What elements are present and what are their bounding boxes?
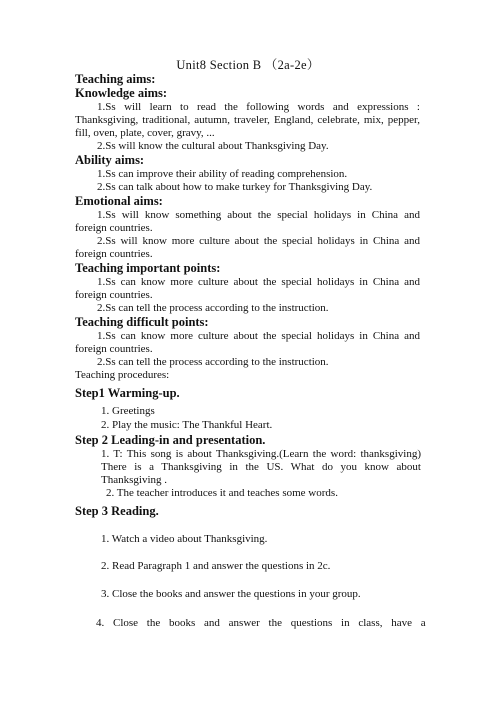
- important-point-2: 2.Ss can tell the process according to the instruction.: [97, 302, 329, 314]
- step1-heading: Step1 Warming-up.: [75, 386, 180, 400]
- ability-aims-heading: Ability aims:: [75, 153, 145, 167]
- step3-item-3: 3. Close the books and answer the questions in your group.: [101, 588, 361, 600]
- knowledge-aims-heading: Knowledge aims:: [75, 86, 168, 100]
- important-point-1: 1.Ss can know more culture about the special holidays in China and foreign countries.: [75, 276, 420, 301]
- step2-item-2: 2. The teacher introduces it and teaches some words.: [106, 487, 338, 499]
- ability-aim-2: 2.Ss can talk about how to make turkey for Thanksgiving Day.: [97, 181, 373, 193]
- teaching-procedures-label: Teaching procedures:: [75, 369, 170, 381]
- step3-heading: Step 3 Reading.: [75, 504, 159, 518]
- emotional-aim-2: 2.Ss will know more culture about the special holidays in China and foreign countries.: [75, 235, 420, 260]
- emotional-aim-1: 1.Ss will know something about the special holidays in China and foreign countries.: [75, 209, 420, 234]
- emotional-aims-heading: Emotional aims:: [75, 194, 163, 208]
- step2-heading: Step 2 Leading-in and presentation.: [75, 433, 266, 447]
- step1-item-1: 1. Greetings: [101, 405, 155, 417]
- difficult-point-1: 1.Ss can know more culture about the special holidays in China and foreign countries.: [75, 330, 420, 355]
- teaching-aims-heading: Teaching aims:: [75, 72, 156, 86]
- knowledge-aim-2: 2.Ss will know the cultural about Thanksgiving Day.: [97, 140, 329, 152]
- difficult-point-2: 2.Ss can tell the process according to the instruction.: [97, 356, 329, 368]
- step1-item-2: 2. Play the music: The Thankful Heart.: [101, 419, 273, 431]
- important-points-heading: Teaching important points:: [75, 261, 221, 275]
- ability-aim-1: 1.Ss can improve their ability of reading comprehension.: [97, 168, 348, 180]
- step3-item-2: 2. Read Paragraph 1 and answer the questions in 2c.: [101, 560, 331, 572]
- step3-item-4: 4. Close the books and answer the questions in class, have a: [96, 617, 426, 629]
- step3-item-1: 1. Watch a video about Thanksgiving.: [101, 533, 268, 545]
- step2-item-1: 1. T: This song is about Thanksgiving.(Learn the word: thanksgiving) There is a Thanksgiving in the US. What do you know about Thanksgiving .: [101, 448, 421, 486]
- knowledge-aim-1: 1.Ss will learn to read the following words and expressions : Thanksgiving, traditional, autumn, traveler, England, celebrate, mix, pepper, fill, oven, plate, cover, gravy, ...: [75, 101, 420, 139]
- difficult-points-heading: Teaching difficult points:: [75, 315, 209, 329]
- document-title: Unit8 Section B （2a-2e）: [176, 58, 320, 72]
